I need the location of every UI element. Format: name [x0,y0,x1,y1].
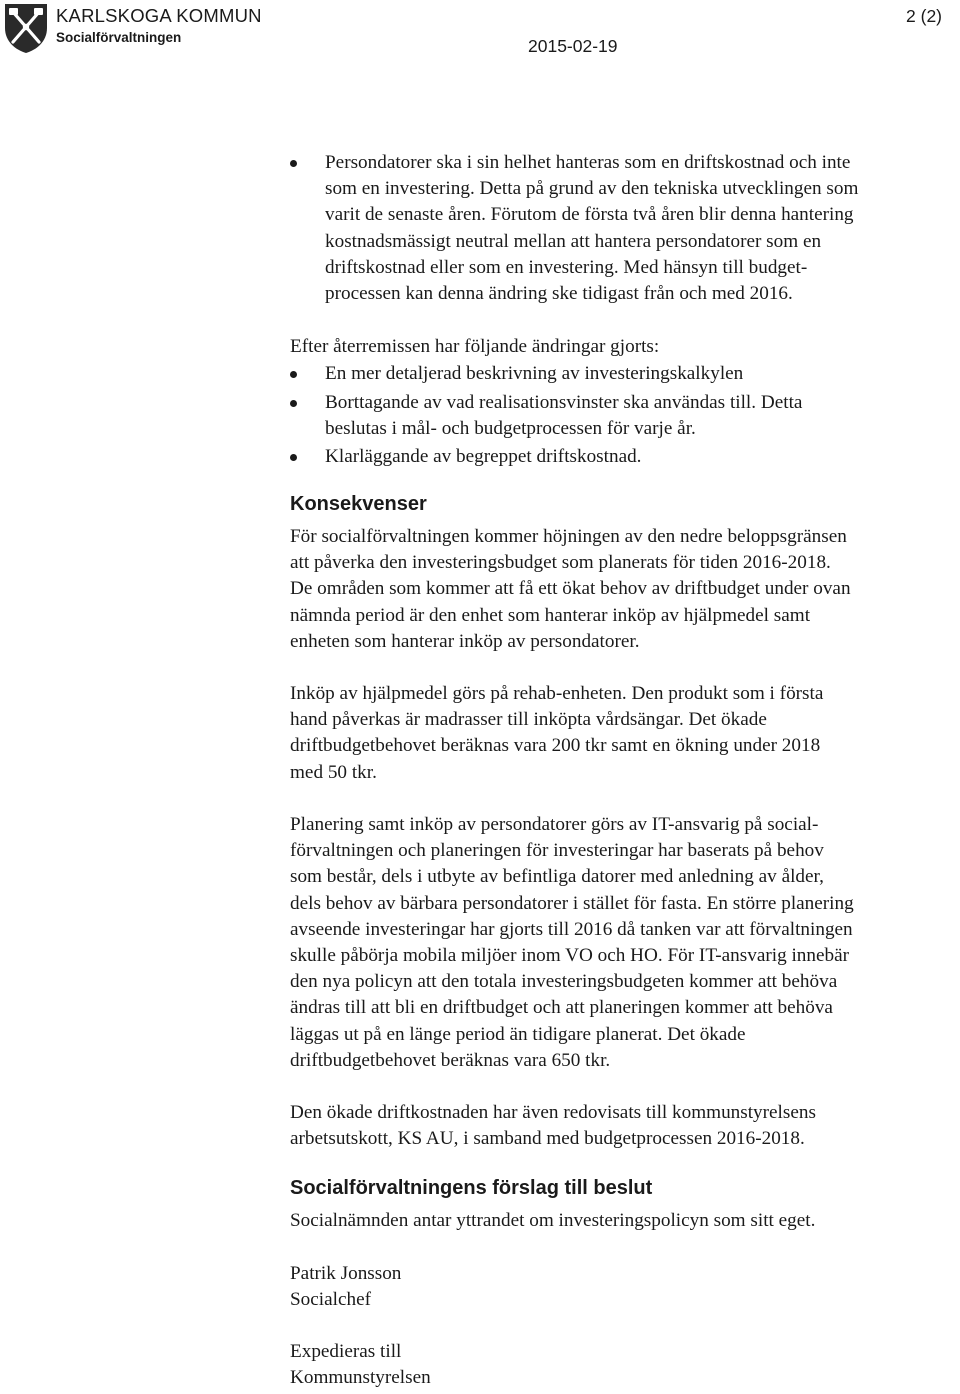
bullet-icon [290,400,297,407]
paragraph: Den ökade driftkostnaden har även redovisats till kommunstyrelsens arbetsutskott, KS AU, i samband med budgetprocessen 2016-2018. [290,1102,816,1150]
proposal-text: Socialnämnden antar yttrandet om investeringspolicyn som sitt eget. [290,1210,816,1231]
distribution-label: Expedieras till [290,1341,402,1362]
bullet-icon [290,454,297,461]
municipality-logo [2,2,262,54]
logo-department-name: Socialförvaltningen [56,30,182,45]
distribution [290,1339,960,1391]
signatory-name: Patrik Jonsson [290,1263,402,1284]
coat-of-arms-icon [2,2,50,54]
changes-intro: Efter återremissen har följande ändringar gjorts: [290,336,660,357]
bullet-icon [290,160,297,167]
paragraph: För socialförvaltningen kommer höjningen av den nedre beloppsgränsen att påverka den investeringsbudget som planerats för tiden 2016-2018. De områden som kommer att få ett ökat behov av driftbudget under ovan nämnda period är den enhet som hanterar inköp av hjälpmedel samt enheten som hanterar inköp av persondatorer. [290,526,851,652]
page-number: 2 (2) [906,6,942,26]
bullet-icon [290,371,297,378]
bullet-text: Borttagande av vad realisationsvinster ska användas till. Detta beslutas i mål- och budgetprocessen för varje år. [325,392,803,440]
signature [290,1261,960,1313]
logo-municipality-name: KARLSKOGA KOMMUN [56,5,262,26]
paragraph: Inköp av hjälpmedel görs på rehab-enheten. Den produkt som i första hand påverkas är madrasser till inköpta vårdsängar. Det ökade driftbudgetbehovet beräknas vara 200 tkr samt en ökning under 2018 med 50 tkr. [290,683,824,783]
document-date: 2015-02-19 [528,36,618,56]
bullet-text: Persondatorer ska i sin helhet hanteras som en driftskostnad och inte som en investering. Detta på grund av den tekniska utvecklingen som varit de senaste åren. Förutom de första två åren blir denna hantering kostnadsmässigt neutral mellan att hantera persondatorer som en driftskostnad eller som en investering. Med hänsyn till budget- processen kan denna ändring ske tidigast från och med 2016. [325,152,859,305]
bullet-text: Klarläggande av begreppet driftskostnad. [325,446,642,467]
signatory-title: Socialchef [290,1289,371,1311]
section-heading-konsekvenser: Konsekvenser [290,493,427,515]
distribution-recipient: Kommunstyrelsen [290,1367,431,1389]
bullet-text: En mer detaljerad beskrivning av investeringskalkylen [325,363,744,384]
section-heading-proposal: Socialförvaltningens förslag till beslut [290,1177,653,1199]
paragraph: Planering samt inköp av persondatorer görs av IT-ansvarig på social- förvaltningen och planeringen för investeringar har baserats på behov som består, dels i utbyte av befintliga datorer med anledning av ålder, dels behov av bärbara persondatorer i stället för fasta. En större planering avseende investeringar har gjorts till 2016 då tanken var att förvaltningen skulle påbörja mobila miljöer inom VO och HO. För IT-ansvarig innebär den nya policyn att den totala investeringsbudgeten kommer att behöva ändras till att bli en driftbudget och att planeringen kommer att behöva läggas ut på en länge period än tidigare planerat. Det ökade driftbudgetbehovet beräknas vara 650 tkr. [290,814,854,1071]
